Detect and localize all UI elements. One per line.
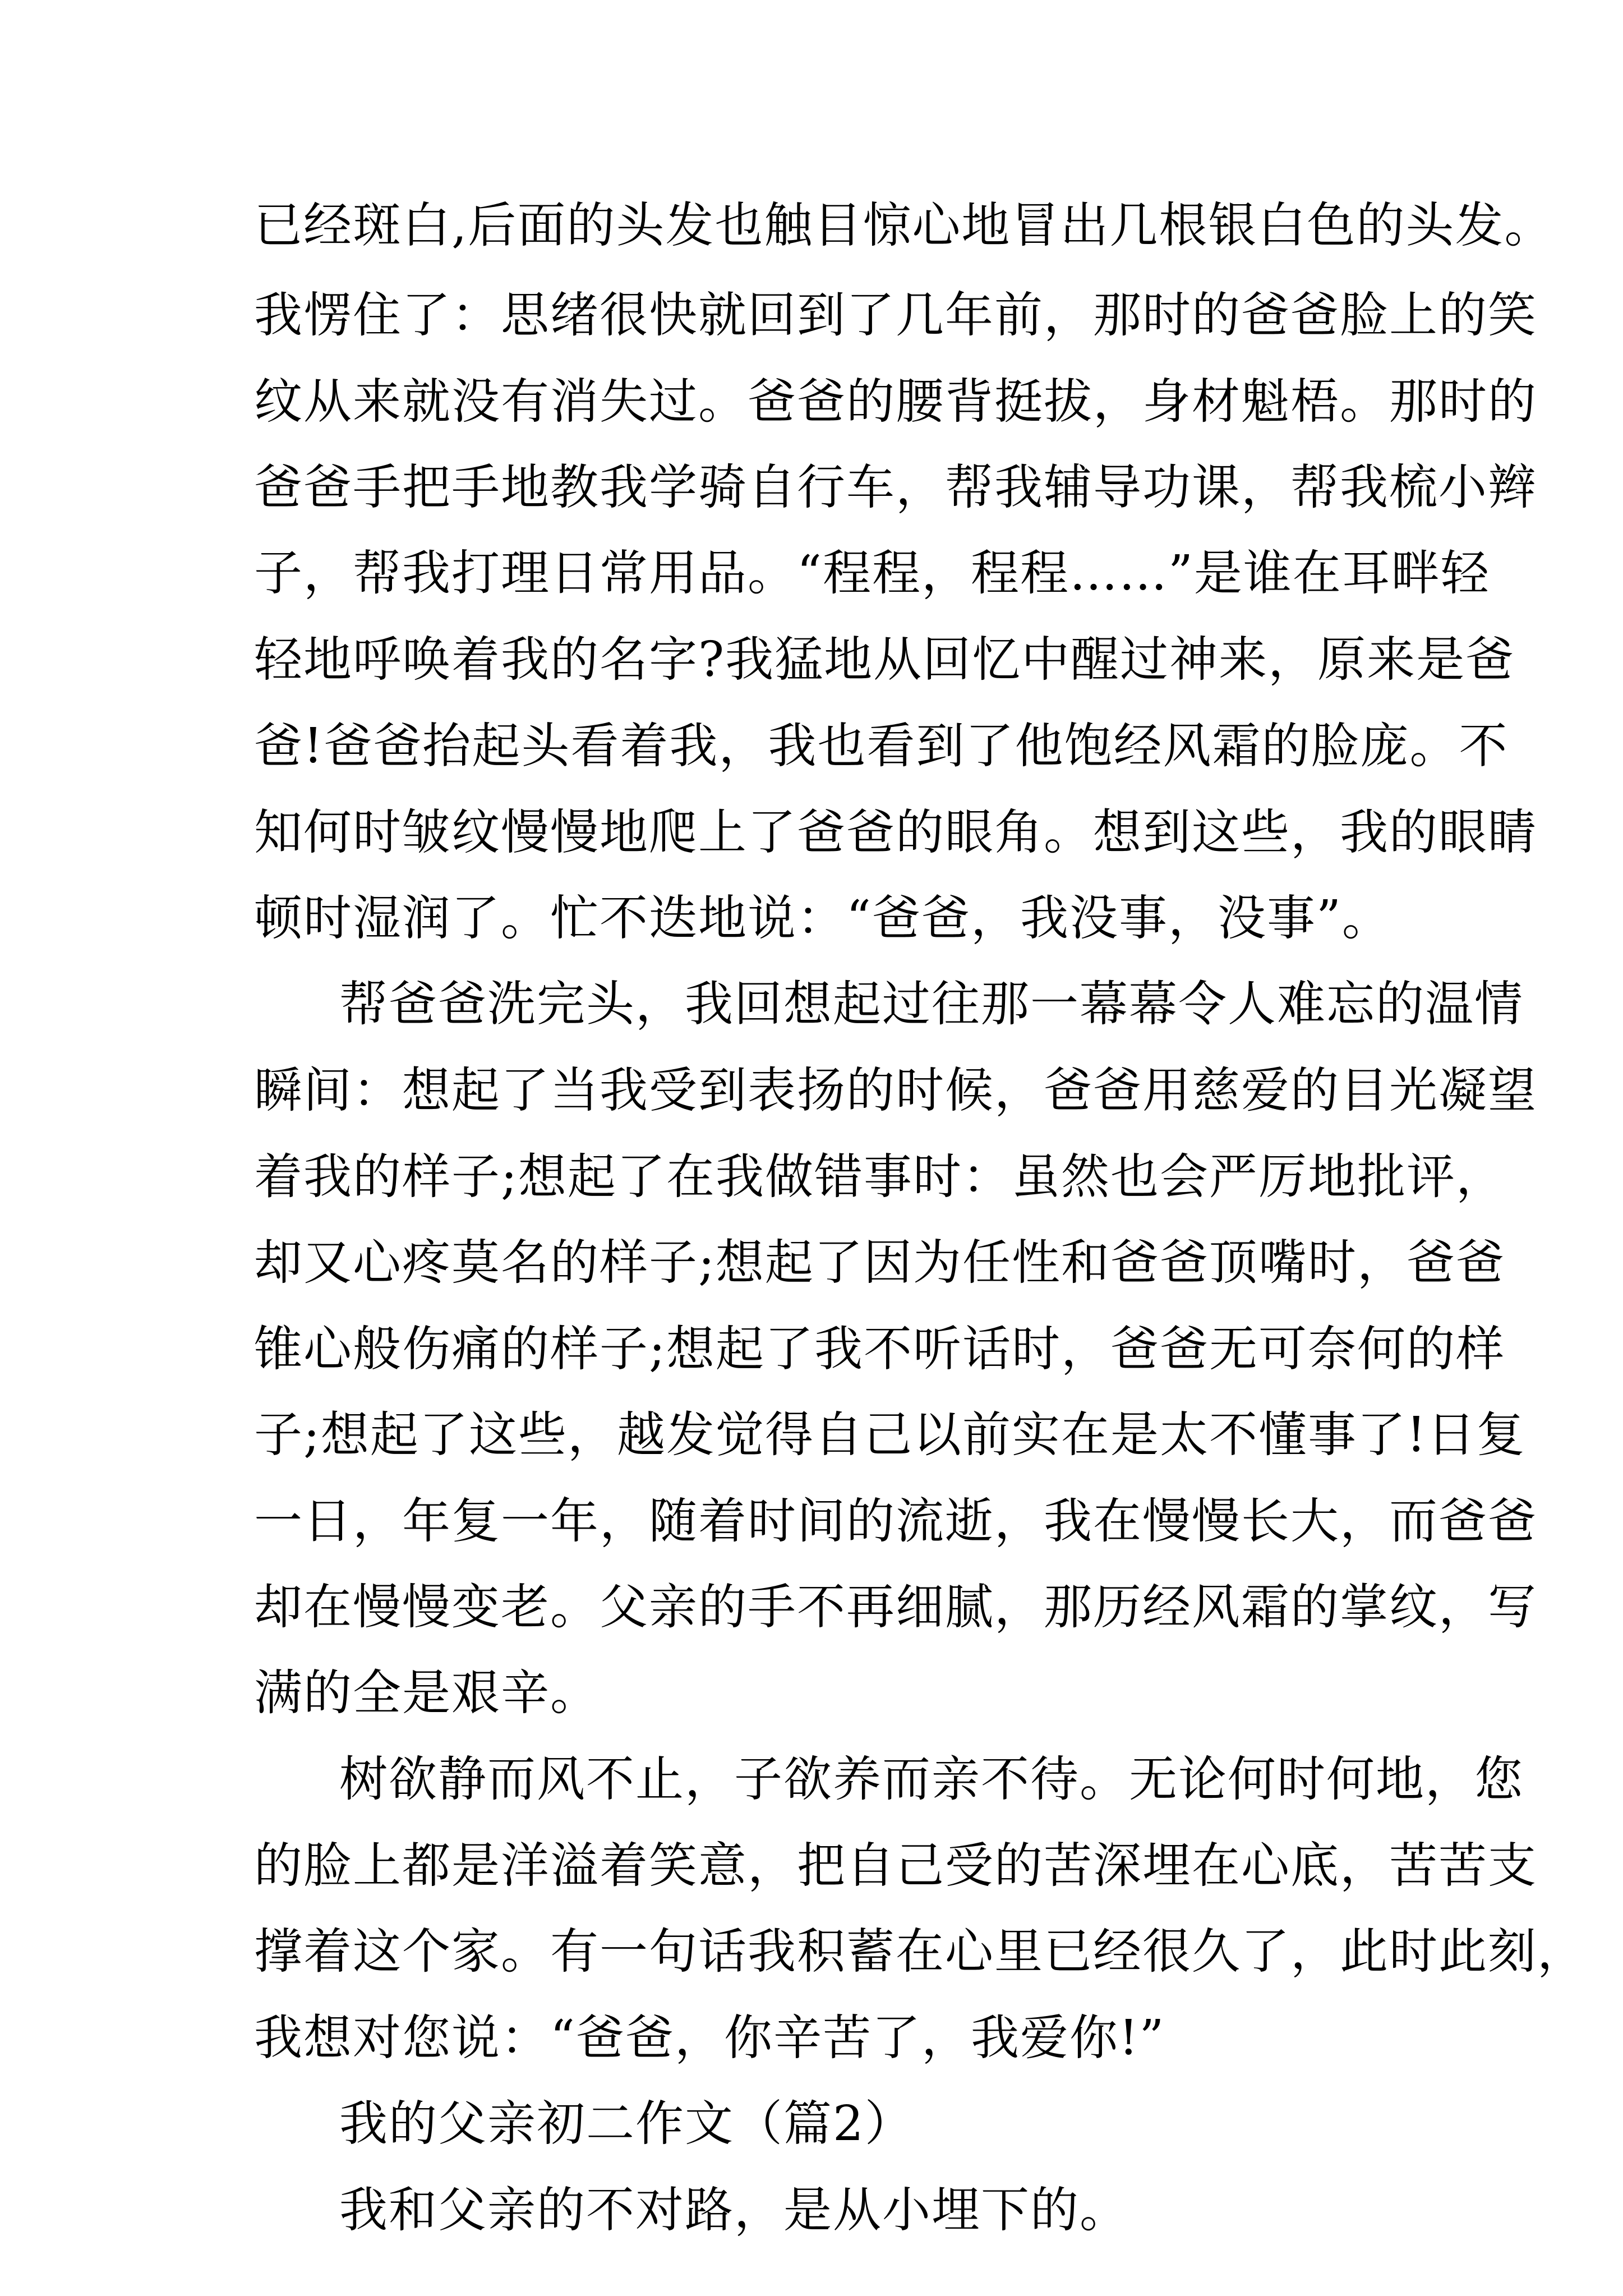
text-line: 却在慢慢变老。父亲的手不再细腻，那历经风霜的掌纹，写 bbox=[254, 1579, 1537, 1635]
text-line: 已经斑白,后面的头发也触目惊心地冒出几根银白色的头发。 bbox=[254, 197, 1554, 254]
text-line: 我想对您说：“爸爸，你辛苦了，我爱你!” bbox=[254, 2010, 1165, 2066]
text-line: 着我的样子;想起了在我做错事时：虽然也会严厉地批评， bbox=[254, 1149, 1505, 1205]
text-line: 瞬间：想起了当我受到表扬的时候，爸爸用慈爱的目光凝望 bbox=[254, 1062, 1537, 1119]
text-line: 知何时皱纹慢慢地爬上了爸爸的眼角。想到这些，我的眼睛 bbox=[254, 804, 1537, 861]
text-line: 满的全是艰辛。 bbox=[254, 1665, 600, 1721]
text-line: 顿时湿润了。忙不迭地说：“爸爸，我没事，没事”。 bbox=[254, 890, 1391, 946]
text-line: 爸!爸爸抬起头看着我，我也看到了他饱经风霜的脸庞。不 bbox=[254, 718, 1509, 774]
text-line: 纹从来就没有消失过。爸爸的腰背挺拔，身材魁梧。那时的 bbox=[254, 374, 1537, 430]
text-line: 子，帮我打理日常用品。“程程，程程……”是谁在耳畔轻 bbox=[254, 545, 1490, 601]
paragraph-first-line: 树欲静而风不止，子欲养而亲不待。无论何时何地，您 bbox=[339, 1751, 1524, 1807]
section-heading: 我的父亲初二作文（篇2） bbox=[339, 2096, 914, 2152]
text-line: 的脸上都是洋溢着笑意，把自己受的苦深埋在心底，苦苦支 bbox=[254, 1838, 1537, 1894]
text-line: 我愣住了：思绪很快就回到了几年前，那时的爸爸脸上的笑 bbox=[254, 287, 1537, 343]
text-line: 却又心疼莫名的样子;想起了因为任性和爸爸顶嘴时，爸爸 bbox=[254, 1235, 1505, 1291]
text-line: 一日，年复一年，随着时间的流逝，我在慢慢长大，而爸爸 bbox=[254, 1493, 1537, 1549]
paragraph-first-line: 我和父亲的不对路，是从小埋下的。 bbox=[339, 2182, 1129, 2238]
text-line: 轻地呼唤着我的名字?我猛地从回忆中醒过神来，原来是爸 bbox=[254, 632, 1515, 688]
text-line: 撑着这个家。有一句话我积蓄在心里已经很久了，此时此刻， bbox=[254, 1924, 1587, 1980]
paragraph-first-line: 帮爸爸洗完头，我回想起过往那一幕幕令人难忘的温情 bbox=[339, 976, 1524, 1032]
text-line: 爸爸手把手地教我学骑自行车，帮我辅导功课，帮我梳小辫 bbox=[254, 459, 1537, 516]
text-line: 子;想起了这些，越发觉得自己以前实在是太不懂事了!日复 bbox=[254, 1407, 1526, 1463]
text-line: 锥心般伤痛的样子;想起了我不听话时，爸爸无可奈何的样 bbox=[254, 1321, 1505, 1377]
